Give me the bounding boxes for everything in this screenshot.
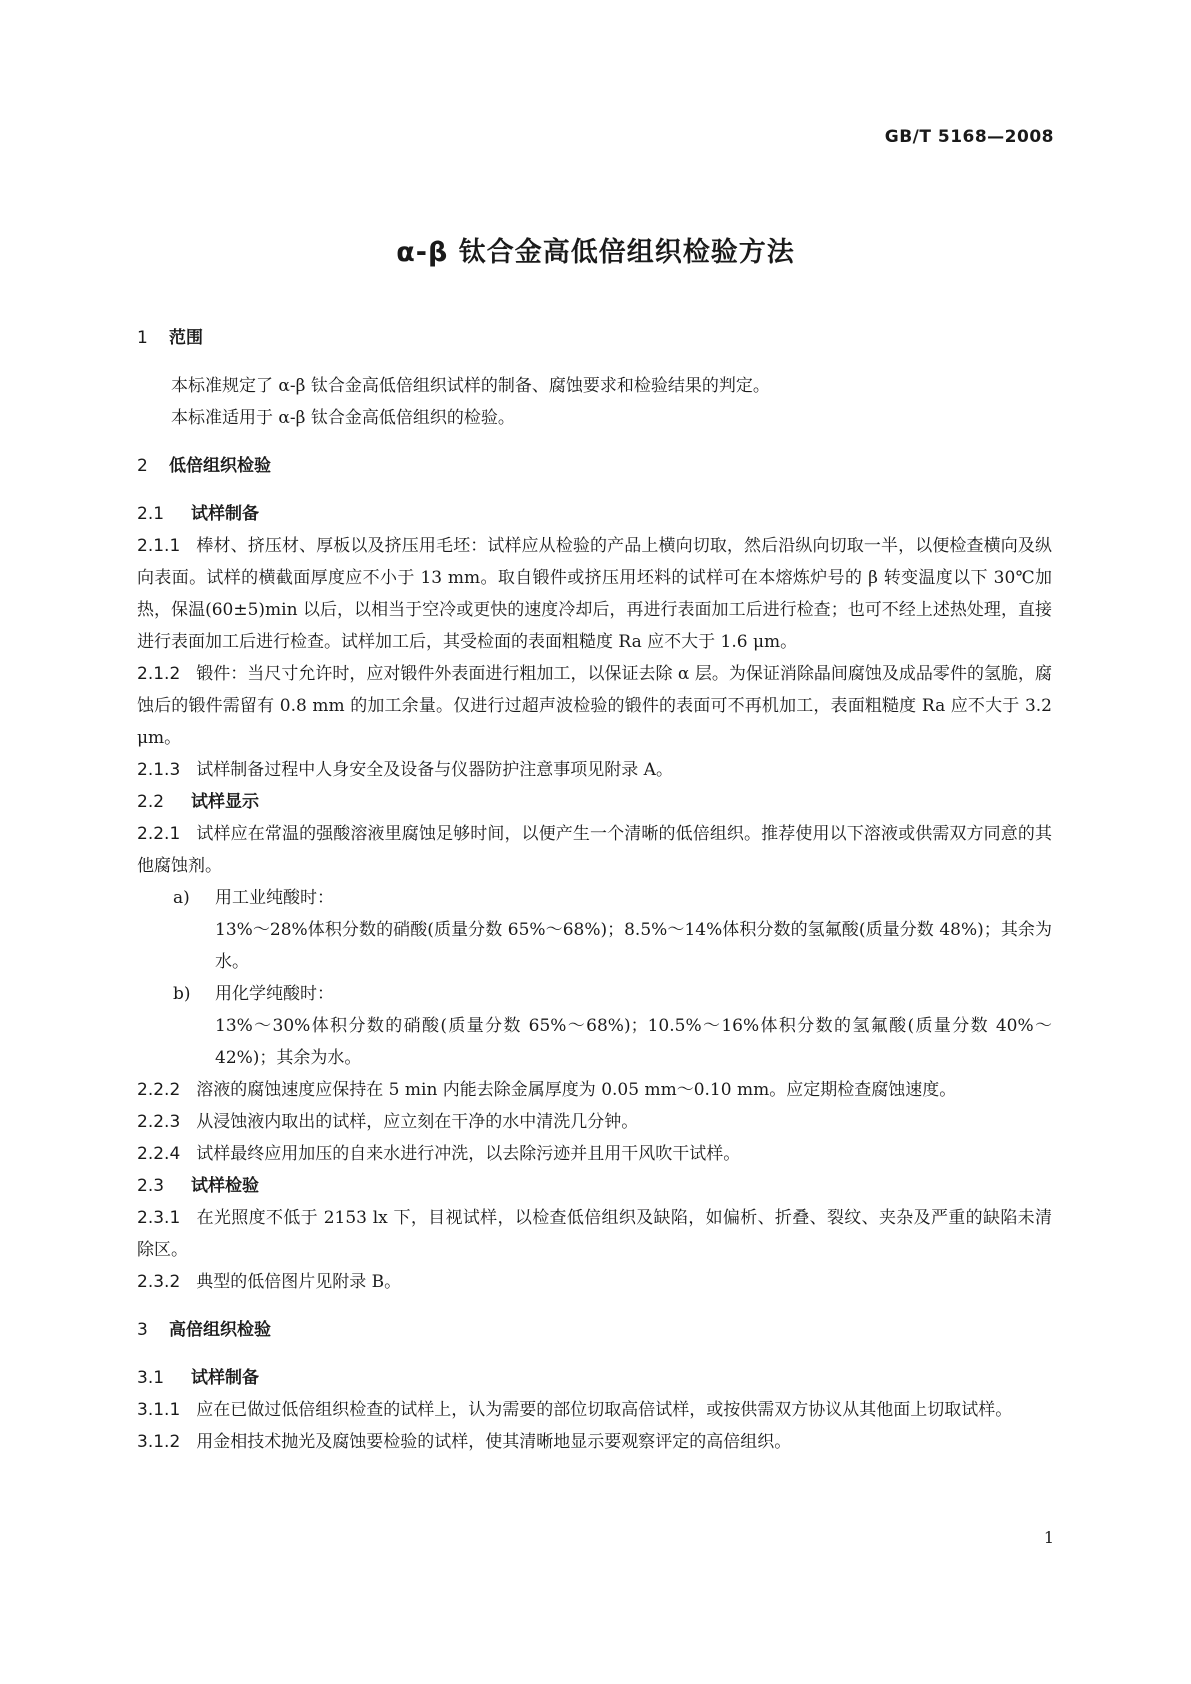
clause-number: 2.2.2 (137, 1080, 181, 1100)
clause-2-2-3 (137, 1106, 1052, 1138)
subsection-number: 3.1 (137, 1368, 165, 1388)
clause-text: 试样制备过程中人身安全及设备与仪器防护注意事项见附录 A。 (196, 760, 673, 780)
clause-text: 用金相技术抛光及腐蚀要检验的试样，使其清晰地显示要观察评定的高倍组织。 (196, 1432, 792, 1452)
clause-text: 溶液的腐蚀速度应保持在 5 min 内能去除金属厚度为 0.05 mm～0.10 mm。应定期检查腐蚀速度。 (196, 1080, 957, 1100)
paragraph: 本标准规定了 α-β 钛合金高低倍组织试样的制备、腐蚀要求和检验结果的判定。 (171, 376, 770, 396)
clause-number: 3.1.2 (137, 1432, 181, 1452)
clause-2-2-1 (137, 818, 1052, 882)
section-number: 2 (137, 456, 148, 476)
clause-2-1-1 (137, 530, 1052, 658)
clause-2-3-2 (137, 1266, 1052, 1298)
clause-2-2-4 (137, 1138, 1052, 1170)
subsection-number: 2.3 (137, 1176, 165, 1196)
clause-text: 应在已做过低倍组织检查的试样上，认为需要的部位切取高倍试样，或按供需双方协议从其他面上切取试样。 (196, 1400, 1013, 1420)
list-label: 用工业纯酸时： (215, 888, 334, 908)
clause-text: 试样应在常温的强酸溶液里腐蚀足够时间，以便产生一个清晰的低倍组织。推荐使用以下溶液或供需双方同意的其他腐蚀剂。 (137, 824, 1052, 876)
subsection-heading-2-3 (137, 1170, 1052, 1202)
subsection-title: 试样显示 (191, 792, 259, 812)
list-marker: a) (173, 888, 190, 908)
subsection-heading-3-1 (137, 1362, 1052, 1394)
section-heading-3 (137, 1314, 1052, 1346)
clause-3-1-2 (137, 1426, 1052, 1458)
section-title: 范围 (169, 328, 203, 348)
clause-number: 2.1.2 (137, 664, 181, 684)
clause-text: 在光照度不低于 2153 lx 下，目视试样，以检查低倍组织及缺陷，如偏析、折叠、裂纹、夹杂及严重的缺陷未清除区。 (137, 1208, 1052, 1260)
list-item-a-text: 13%～28%体积分数的硝酸(质量分数 65%～68%)；8.5%～14%体积分数的氢氟酸(质量分数 48%)；其余为水。 (215, 920, 1052, 972)
clause-number: 2.3.1 (137, 1208, 181, 1228)
clause-2-2-2 (137, 1074, 1052, 1106)
standard-code: GB/T 5168—2008 (884, 127, 1054, 147)
subsection-title: 试样检验 (191, 1176, 259, 1196)
subsection-title: 试样制备 (191, 1368, 259, 1388)
clause-text: 锻件：当尺寸允许时，应对锻件外表面进行粗加工，以保证去除 α 层。为保证消除晶间腐蚀及成品零件的氢脆，腐蚀后的锻件需留有 0.8 mm 的加工余量。仅进行过超声波检验的锻件的表面可不再机加工，表面粗糙度 Ra 应不大于 3.2 μm。 (137, 664, 1052, 748)
clause-3-1-1 (137, 1394, 1052, 1426)
clause-2-1-3 (137, 754, 1052, 786)
clause-number: 2.3.2 (137, 1272, 181, 1292)
page-number: 1 (1043, 1528, 1054, 1547)
section-heading-2 (137, 450, 1052, 482)
clause-number: 2.2.4 (137, 1144, 181, 1164)
clause-text: 从浸蚀液内取出的试样，应立刻在干净的水中清洗几分钟。 (196, 1112, 639, 1132)
list-marker: b) (173, 984, 191, 1004)
section-heading-1 (137, 322, 1052, 354)
paragraph: 本标准适用于 α-β 钛合金高低倍组织的检验。 (171, 408, 515, 428)
section-number: 3 (137, 1320, 148, 1340)
clause-2-3-1 (137, 1202, 1052, 1266)
subsection-number: 2.1 (137, 504, 165, 524)
subsection-heading-2-2 (137, 786, 1052, 818)
subsection-title: 试样制备 (191, 504, 259, 524)
clause-number: 3.1.1 (137, 1400, 181, 1420)
clause-number: 2.2.3 (137, 1112, 181, 1132)
subsection-heading-2-1 (137, 498, 1052, 530)
clause-number: 2.1.1 (137, 536, 181, 556)
list-item-b-text: 13%～30%体积分数的硝酸(质量分数 65%～68%)；10.5%～16%体积分数的氢氟酸(质量分数 40%～42%)；其余为水。 (215, 1016, 1052, 1068)
clause-number: 2.1.3 (137, 760, 181, 780)
clause-text: 试样最终应用加压的自来水进行冲洗，以去除污迹并且用干风吹干试样。 (196, 1144, 741, 1164)
clause-text: 棒材、挤压材、厚板以及挤压用毛坯：试样应从检验的产品上横向切取，然后沿纵向切取一半，以便检查横向及纵向表面。试样的横截面厚度应不小于 13 mm。取自锻件或挤压用坯料的试样可在本熔炼炉号的 β 转变温度以下 30℃加热，保温(60±5)min 以后，以相当于空冷或更快的速度冷却后，再进行表面加工后进行检查；也可不经上述热处理，直接进行表面加工后进行检查。试样加工后，其受检面的表面粗糙度 Ra 应不大于 1.6 μm。 (137, 536, 1052, 652)
list-item-a (137, 882, 1052, 914)
section-title: 低倍组织检验 (169, 456, 271, 476)
section-number: 1 (137, 328, 148, 348)
clause-text: 典型的低倍图片见附录 B。 (196, 1272, 402, 1292)
list-label: 用化学纯酸时： (215, 984, 334, 1004)
list-item-b (137, 978, 1052, 1010)
document-title: α-β 钛合金高低倍组织检验方法 (396, 237, 795, 268)
subsection-number: 2.2 (137, 792, 165, 812)
clause-number: 2.2.1 (137, 824, 181, 844)
section-title: 高倍组织检验 (169, 1320, 271, 1340)
document-body (137, 322, 1052, 1458)
clause-2-1-2 (137, 658, 1052, 754)
